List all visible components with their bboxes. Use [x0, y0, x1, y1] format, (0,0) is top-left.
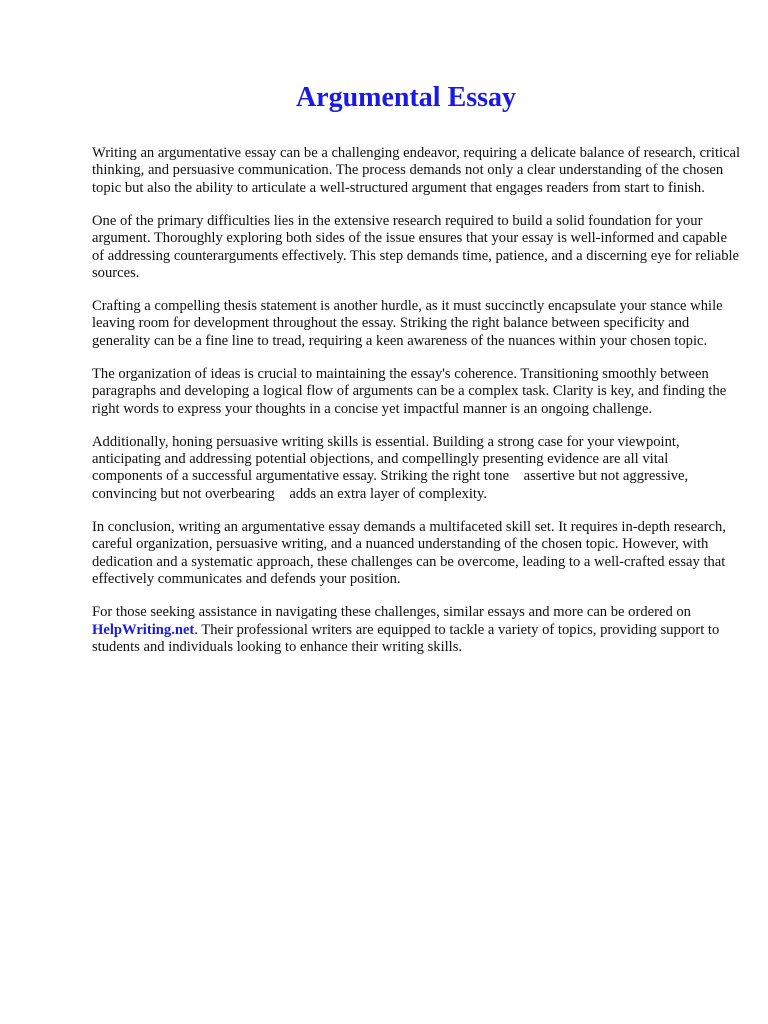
paragraph-2: One of the primary difficulties lies in the extensive research required to build a solid foundation for your argument. Thoroughly exploring both sides of the issue ensures that your essay is well-informed and capable of addressing counterarguments effectively. This step demands time, patience, and a discerning eye for reliable sources. — [92, 212, 740, 282]
document-body — [92, 145, 742, 672]
helpwriting-link[interactable]: HelpWriting.net — [92, 621, 195, 638]
paragraph-6: In conclusion, writing an argumentative essay demands a multifaceted skill set. It requires in-depth research, careful organization, persuasive writing, and a nuanced understanding of the chosen topic. However, with dedication and a systematic approach, these challenges can be overcome, leading to a well-crafted essay that effectively communicates and defends your position. — [92, 518, 726, 588]
closing-text-after-link: . Their professional writers are equipped to tackle a variety of topics, providing support to students and individuals looking to enhance their writing skills. — [92, 621, 720, 655]
document-title: Argumental Essay — [295, 82, 517, 113]
paragraph-1: Writing an argumentative essay can be a challenging endeavor, requiring a delicate balance of research, critical thinking, and persuasive communication. The process demands not only a clear understanding of the chosen topic but also the ability to articulate a well-structured argument that engages readers from start to finish. — [92, 145, 744, 196]
paragraph-4: The organization of ideas is crucial to maintaining the essay's coherence. Transitioning smoothly between paragraphs and developing a logical flow of arguments can be a complex task. Clarity is key, and finding the right words to express your thoughts in a concise yet impactful manner is an ongoing challenge. — [92, 365, 727, 417]
closing-text-before-link: For those seeking assistance in navigating these challenges, similar essays and more can be ordered on — [92, 604, 691, 621]
paragraph-5: Additionally, honing persuasive writing skills is essential. Building a strong case for your viewpoint, anticipating and addressing potential objections, and compellingly presenting evidence are all vital components of a successful argumentative essay. Striking the right tone assertive but not aggressive, convincing but not overbearing adds an extra layer of complexity. — [92, 433, 692, 502]
paragraph-3: Crafting a compelling thesis statement is another hurdle, as it must succinctly encapsulate your stance while leaving room for development throughout the essay. Striking the right balance between specificity and generality can be a fine line to tread, requiring a keen awareness of the nuances within your chosen topic. — [92, 298, 723, 349]
closing-paragraph — [92, 604, 742, 656]
